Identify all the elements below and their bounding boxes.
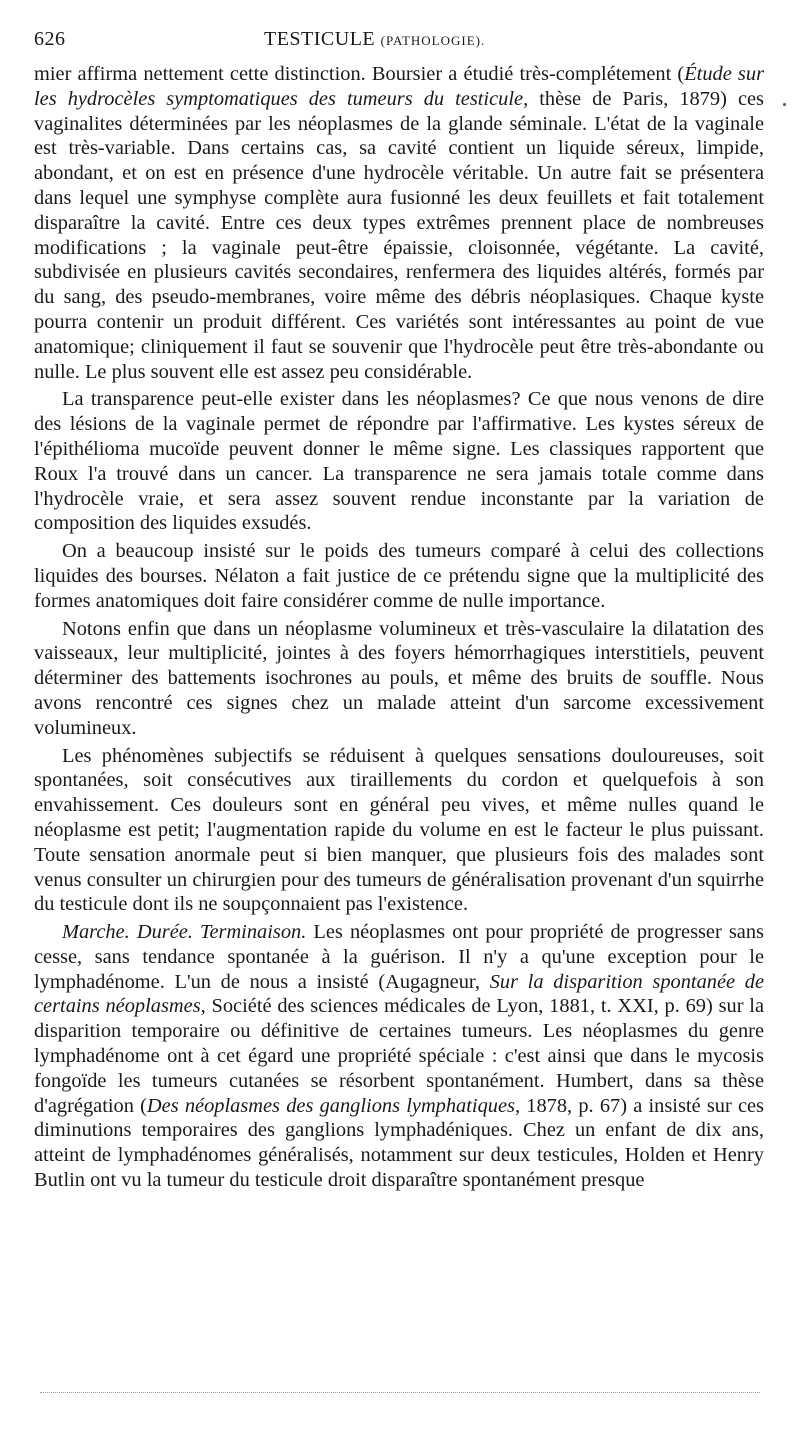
text-run: Notons enfin que dans un néoplasme volumineux et très-vasculaire la dilatation des vaisseaux, leur multiplicité, jointes à des foyers hémorrhagiques interstitiels, peuvent déterminer des battements isochrones au pouls, et même des bruits de souffle. Nous avons rencontré ces signes chez un malade atteint d'un sarcome excessivement volumineux. [34,617,764,739]
running-header [34,28,764,58]
italic-text: Des néoplasmes des ganglions lymphatiques, [146,1094,521,1117]
paragraph [34,387,764,536]
page-number: 626 [34,28,66,50]
text-run: On a beaucoup insisté sur le poids des tumeurs comparé à celui des collections liquides des bourses. Nélaton a fait justice de ce prétendu signe que la multiplicité des formes anatomiques doit faire considérer comme de nulle importance. [34,540,764,612]
text-run: mier affirma nettement cette distinction. Boursier a étudié très-complétement ( [34,63,685,85]
paragraph [34,62,764,384]
text-run: Les phénomènes subjectifs se réduisent à quelques sensations douloureuses, soit spontanées, soit consécutives aux tiraillements du cordon et quelquefois à son envahissement. Ces douleurs sont en général peu vives, et même nulles quand le néoplasme est petit; l'augmentation rapide du volume en est le facteur le plus puissant. Toute sensation anormale peut si bien manquer, que plusieurs fois des malades sont venus consulter un chirurgien pour des tumeurs de généralisation provenant d'un squirrhe du testicule dont ils ne soupçonnaient pas l'existence. [34,744,764,916]
italic-text: Étude sur les hydrocèles symptomatiques des tumeurs du testicule, [34,63,764,110]
paragraph [34,617,764,741]
margin-speck [783,103,786,106]
text-run: Les néoplasmes ont pour propriété de progresser sans cesse, sans tendance spontanée à la guérison. Il n'y a qu'une exception pour le lymphadénome. L'un de nous a insisté (Augagneur, [34,921,764,993]
running-title-sub: (PATHOLOGIE). [380,33,486,48]
italic-text: Marche. Durée. Terminaison. [62,921,307,944]
text-run: Société des sciences médicales de Lyon, 1881, t. XXI, p. 69) sur la disparition temporaire ou définitive de certaines tumeurs. Les néoplasmes du genre lymphadénome ont à cet égard une propriété spéciale : c'est ainsi que dans le mycosis fongoïde les tumeurs cutanées se résorbent spontanément. Humbert, dans sa thèse d'agrégation ( [34,995,765,1117]
bottom-bleed-through [40,1392,760,1393]
text-run: La transparence peut-elle exister dans les néoplasmes? Ce que nous venons de dire des lésions de la vaginale permet de répondre par l'affirmative. Les kystes séreux de l'épithélioma mucoïde peuvent donner le même signe. Les classiques rapportent que Roux l'a trouvé dans un cancer. La transparence ne sera jamais totale comme dans l'hydrocèle vraie, et sera assez souvent rendue inconstante par la variation de composition des liquides exsudés. [34,388,764,535]
running-title [264,28,485,51]
text-run: thèse de Paris, 1879) ces vaginalites déterminées par les néoplasmes de la glande séminale. L'état de la vaginale est très-variable. Dans certains cas, sa cavité contient un liquide séreux, limpide, abondant, et on est en présence d'une hydrocèle véritable. Un autre fait se présentera dans lequel une symphyse complète aura fusionné les deux feuillets et fait totalement disparaître la cavité. Entre ces deux types extrêmes prennent place de nombreuses modifications ; la vaginale peut-être épaissie, cloisonnée, végétante. La cavité, subdivisée en plusieurs cavités secondaires, renfermera des liquides altérés, formés par du sang, des pseudo-membranes, voire même des débris néoplasiques. Chaque kyste pourra contenir un produit différent. Ces variétés sont intéressantes au point de vue anatomique; cliniquement il faut se souvenir que l'hydrocèle peut être très-abondante ou nulle. Le plus souvent elle est assez peu considérable. [34,87,764,383]
body-text [34,62,764,1193]
text-run: 1878, p. 67) a insisté sur ces diminutions temporaires des ganglions lymphadéniques. Chez un enfant de dix ans, atteint de lymphadénomes généralisés, notamment sur deux testicules, Holden et Henry Butlin ont vu la tumeur du testicule droit disparaître spontanément presque [34,1094,764,1192]
paragraph [34,920,764,1193]
paragraph [34,744,764,918]
running-title-main: TESTICULE [264,28,376,50]
paragraph [34,539,764,613]
italic-text: Sur la disparition spontanée de certains néoplasmes, [34,970,764,1018]
